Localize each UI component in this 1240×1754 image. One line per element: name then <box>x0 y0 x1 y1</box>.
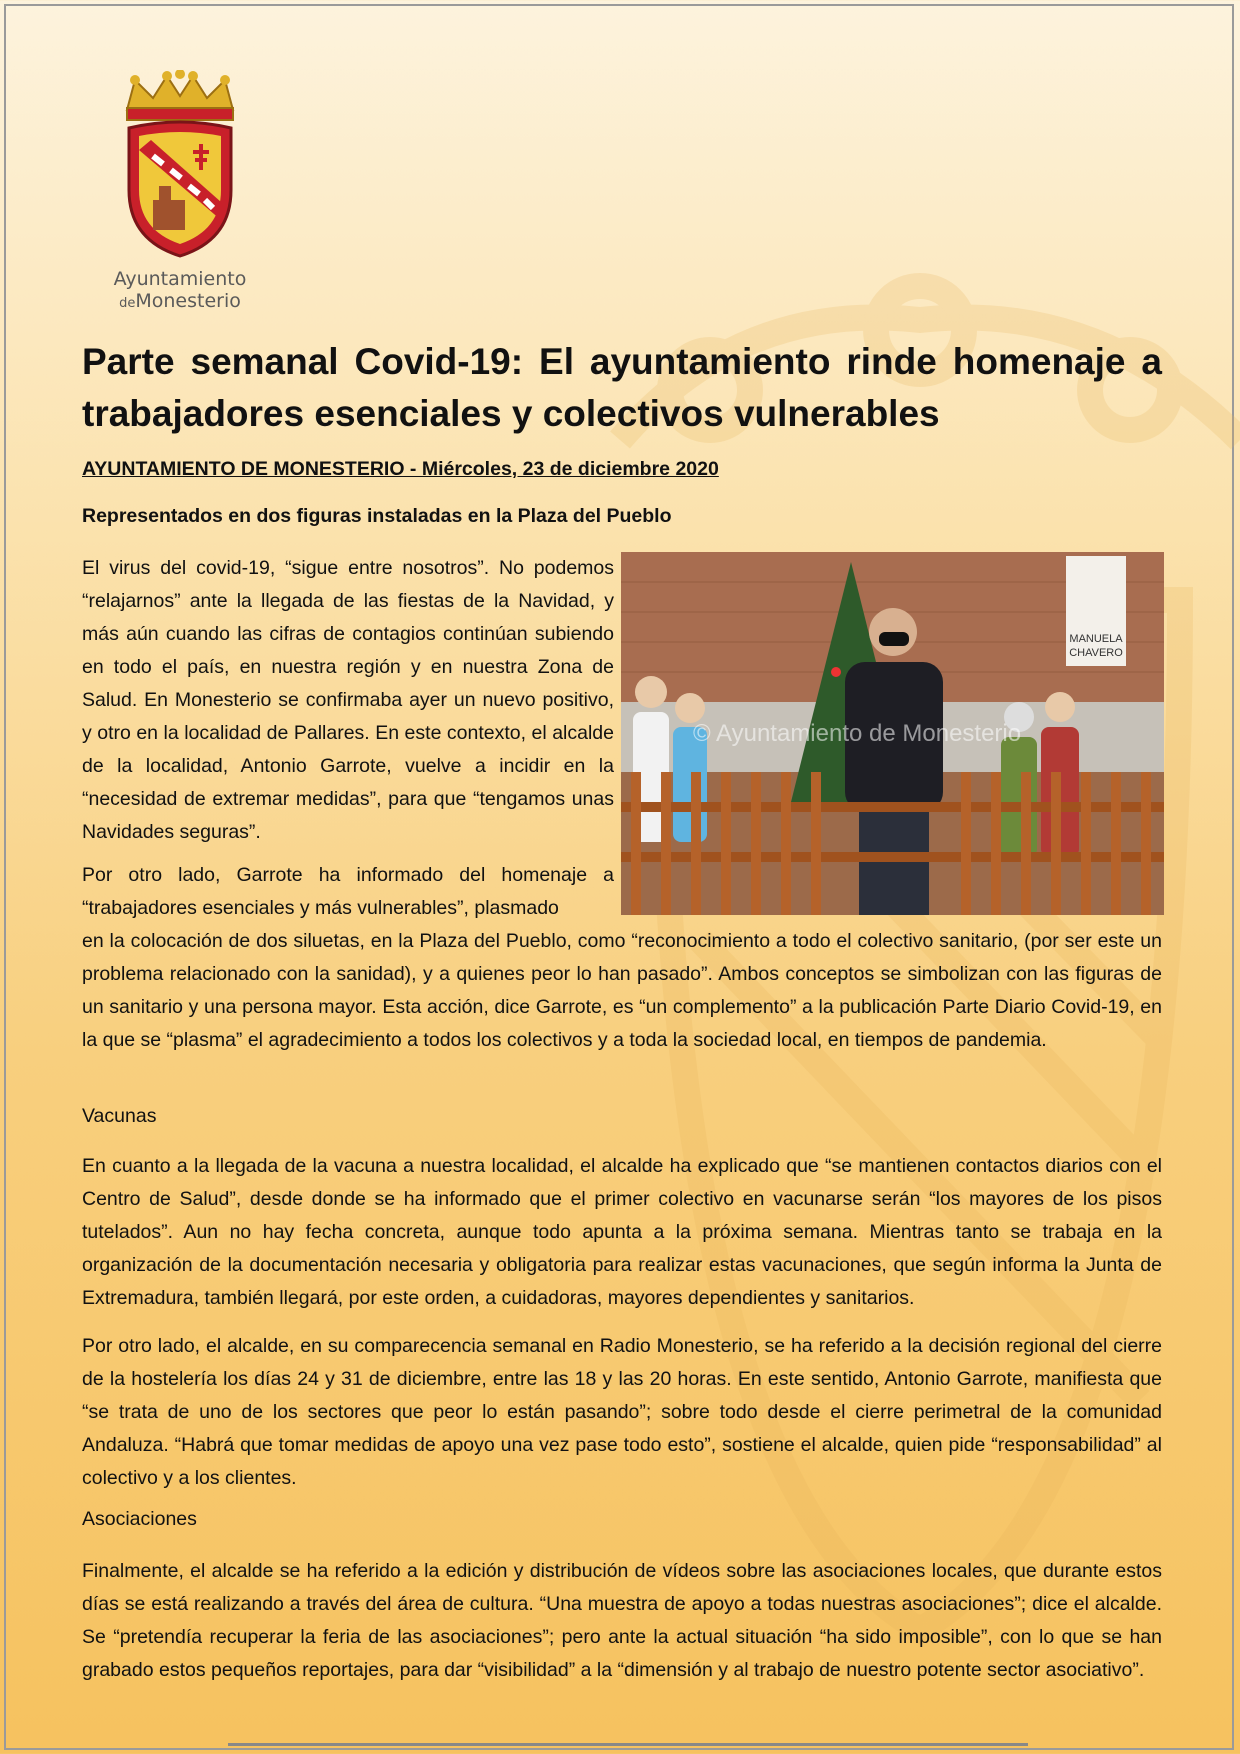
logo-name-town: Monesterio <box>135 290 241 312</box>
article-dateline: AYUNTAMIENTO DE MONESTERIO - Miércoles, 23 de diciembre 2020 <box>82 458 719 480</box>
section-heading-vacunas: Vacunas <box>82 1105 157 1127</box>
article-subtitle: Representados en dos figuras instaladas en la Plaza del Pueblo <box>82 505 672 527</box>
logo-text <box>105 268 255 315</box>
article-title: Parte semanal Covid-19: El ayuntamiento rinde homenaje a trabajadores esenciales y colectivos vulnerables <box>82 341 1162 434</box>
banner-line1: MANUELA <box>1069 633 1123 645</box>
logo-name-line2 <box>105 290 255 315</box>
section-heading-asociaciones: Asociaciones <box>82 1508 197 1530</box>
logo-name-line1: Ayuntamiento <box>113 268 247 290</box>
coat-of-arms-icon <box>105 70 255 270</box>
paragraph-homenaje-start: Por otro lado, Garrote ha informado del homenaje a “trabajadores esenciales y más vulnerables”, plasmado <box>82 864 614 919</box>
municipal-logo <box>105 70 255 320</box>
logo-name-prefix: de <box>119 296 136 311</box>
banner-line2: CHAVERO <box>1069 647 1123 659</box>
paragraph-intro: El virus del covid-19, “sigue entre nosotros”. No podemos “relajarnos” ante la llegada de las fiestas de la Navidad, y más aún cuando las cifras de contagios continúan subiendo en todo el país, en nuestra región y en nuestra Zona de Salud. En Monesterio se confirmaba ayer un nuevo positivo, y otro en la localidad de Pallares. En este contexto, el alcalde de la localidad, Antonio Garrote, vuelve a incidir en la “necesidad de extremar medidas”, para que “tengamos unas Navidades seguras”. <box>82 557 614 843</box>
bottom-rule <box>228 1743 1028 1746</box>
paragraph-homenaje-cont: en la colocación de dos siluetas, en la Plaza del Pueblo, como “reconocimiento a todo el colectivo sanitario, (por ser este un problema relacionado con la sanidad), y a quienes peor lo han pasado”. Ambos conceptos se simbolizan con las figuras de un sanitario y una persona mayor. Esta acción, dice Garrote, es “un complemento” a la publicación Parte Diario Covid-19, en la que se “plasma” el agradecimiento a todos los colectivos y a toda la sociedad local, en tiempos de pandemia. <box>82 930 1162 1051</box>
paragraph-vacunas: En cuanto a la llegada de la vacuna a nuestra localidad, el alcalde ha explicado que “se mantienen contactos diarios con el Centro de Salud”, desde donde se ha informado que el primer colectivo en vacunarse serán “los mayores de los pisos tutelados”. Aun no hay fecha concreta, aunque todo apunta a la próxima semana. Mientras tanto se trabaja en la organización de la documentación necesaria y obligatoria para realizar estas vacunaciones, que según informa la Junta de Extremadura, también llegará, por este orden, a cuidadoras, mayores dependientes y sanitarios. <box>82 1155 1162 1309</box>
article-photo <box>621 552 1164 915</box>
photo-watermark: © Ayuntamiento de Monesterio <box>693 720 1022 747</box>
paragraph-hosteleria: Por otro lado, el alcalde, en su comparecencia semanal en Radio Monesterio, se ha referido a la decisión regional del cierre de la hostelería los días 24 y 31 de diciembre, entre las 18 y las 20 horas. En este sentido, Antonio Garrote, manifiesta que “se trata de uno de los sectores que peor lo están pasando”; sobre todo desde el cierre perimetral de la comunidad Andaluza. “Habrá que tomar medidas de apoyo una vez pase todo esto”, sostiene el alcalde, quien pide “responsabilidad” al colectivo y a los clientes. <box>82 1335 1162 1489</box>
paragraph-asociaciones: Finalmente, el alcalde se ha referido a la edición y distribución de vídeos sobre las asociaciones locales, que durante estos días se está realizando a través del área de cultura. “Una muestra de apoyo a todas nuestras asociaciones”; dice el alcalde. Se “pretendía recuperar la feria de las asociaciones”; pero ante la actual situación “ha sido imposible”, con lo que se han grabado estos pequeños reportajes, para dar “visibilidad” a la “dimensión y al trabajo de nuestro potente sector asociativo”. <box>82 1560 1162 1681</box>
